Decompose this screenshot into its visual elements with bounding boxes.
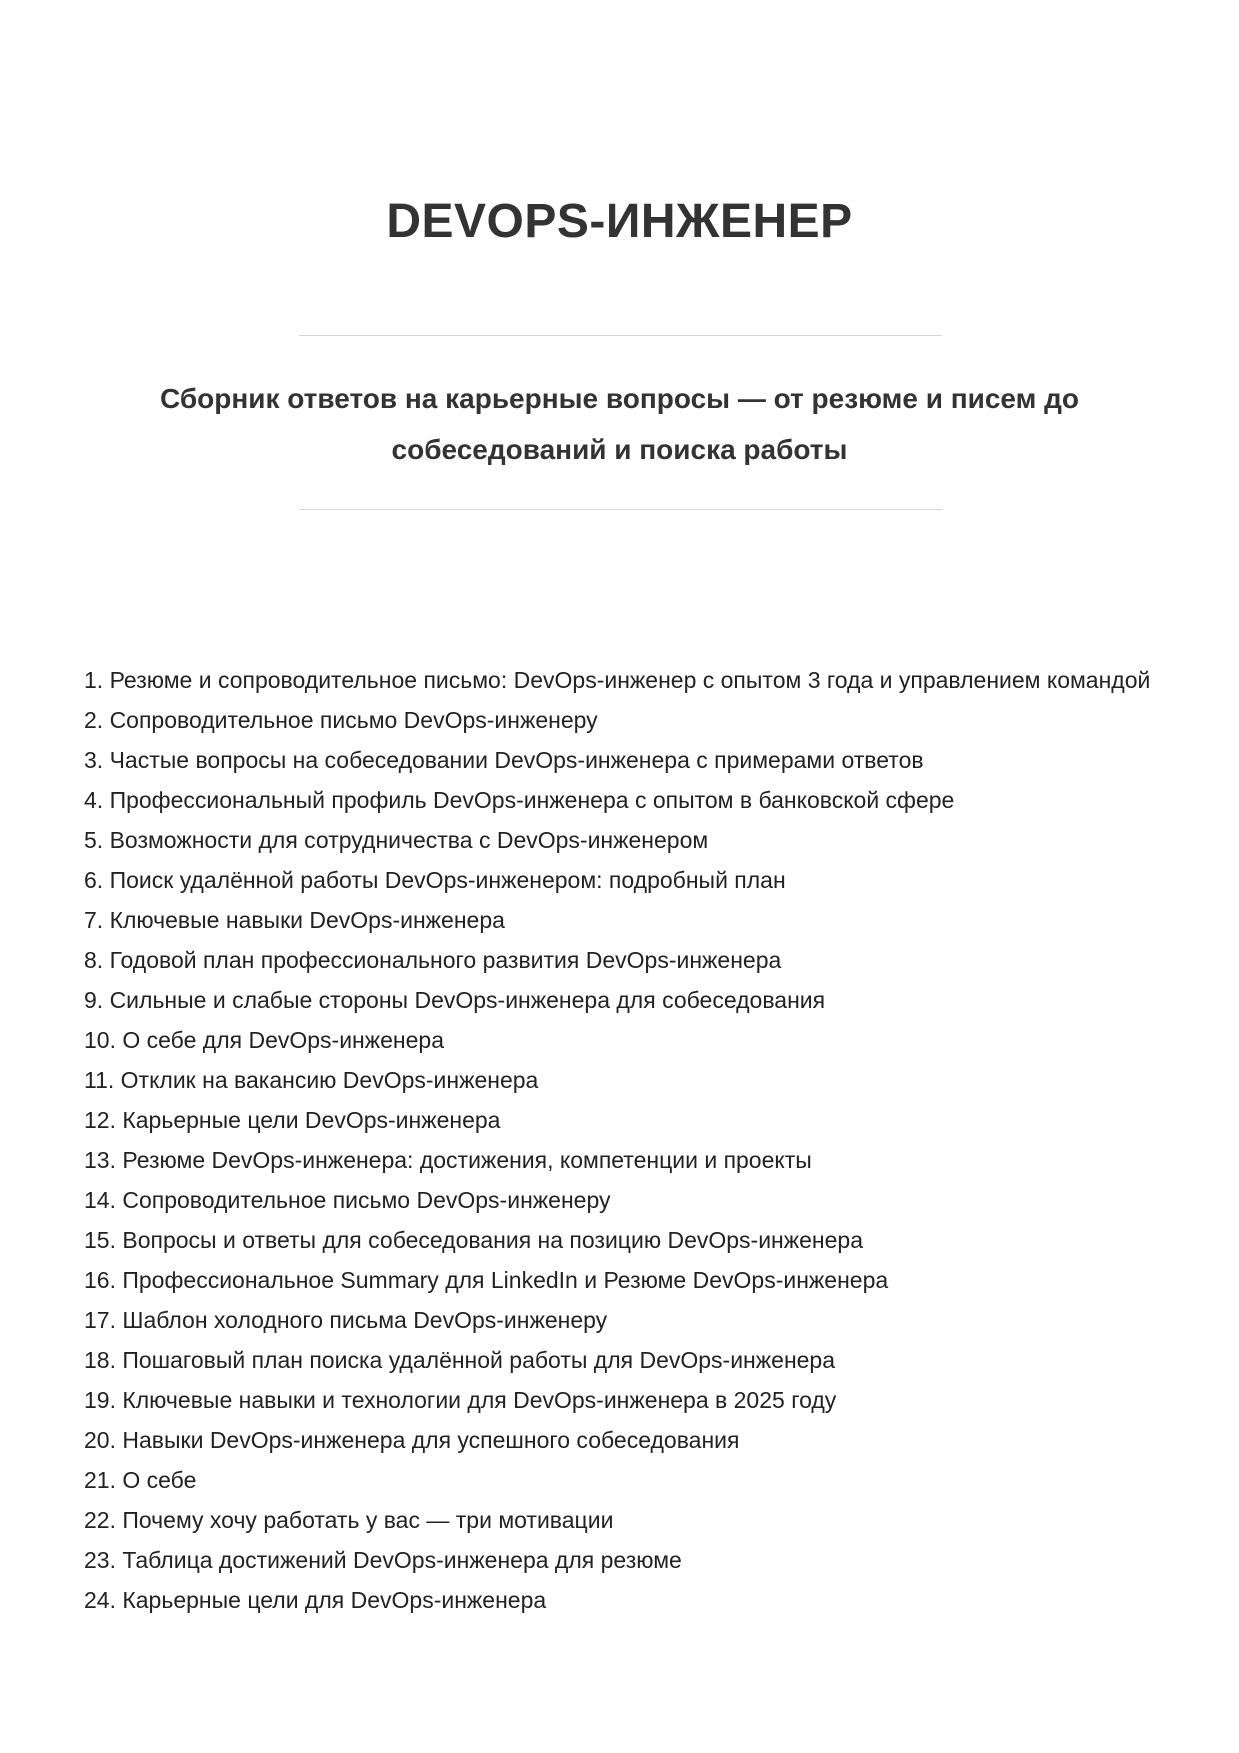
toc-item: 24. Карьерные цели для DevOps-инженера (84, 1587, 547, 1613)
toc-item: 8. Годовой план профессионального развития DevOps-инженера (84, 947, 782, 973)
toc-item: 16. Профессиональное Summary для LinkedIn и Резюме DevOps-инженера (84, 1267, 889, 1293)
divider-top (299, 335, 942, 336)
toc-item: 18. Пошаговый план поиска удалённой работы для DevOps-инженера (84, 1347, 836, 1373)
toc-item: 6. Поиск удалённой работы DevOps-инженером: подробный план (84, 867, 786, 893)
toc-item: 10. О себе для DevOps-инженера (84, 1027, 445, 1053)
document-title: DEVOPS-ИНЖЕНЕР (386, 195, 853, 248)
toc-item: 23. Таблица достижений DevOps-инженера для резюме (84, 1547, 682, 1573)
toc-item: 22. Почему хочу работать у вас — три мотивации (84, 1507, 614, 1533)
toc-item: 1. Резюме и сопроводительное письмо: DevOps-инженер с опытом 3 года и управлением командой (84, 667, 1151, 693)
toc-item: 21. О себе (84, 1467, 197, 1493)
toc-item: 14. Сопроводительное письмо DevOps-инженеру (84, 1187, 611, 1213)
toc-item: 11. Отклик на вакансию DevOps-инженера (84, 1067, 539, 1093)
toc-item: 4. Профессиональный профиль DevOps-инженера с опытом в банковской сфере (84, 787, 955, 813)
toc-item: 12. Карьерные цели DevOps-инженера (84, 1107, 501, 1133)
toc-item: 2. Сопроводительное письмо DevOps-инженеру (84, 707, 598, 733)
toc-item: 3. Частые вопросы на собеседовании DevOps-инженера с примерами ответов (84, 747, 924, 773)
toc-item: 9. Сильные и слабые стороны DevOps-инженера для собеседования (84, 987, 826, 1013)
toc-item: 5. Возможности для сотрудничества с DevOps-инженером (84, 827, 709, 853)
document-subtitle: Сборник ответов на карьерные вопросы — от резюме и писем до собеседований и поиска работы (160, 383, 1079, 465)
toc-item: 17. Шаблон холодного письма DevOps-инженеру (84, 1307, 608, 1333)
toc-item: 19. Ключевые навыки и технологии для DevOps-инженера в 2025 году (84, 1387, 837, 1413)
divider-bottom (299, 509, 942, 510)
toc-item: 7. Ключевые навыки DevOps-инженера (84, 907, 505, 933)
toc-item: 20. Навыки DevOps-инженера для успешного собеседования (84, 1427, 740, 1453)
toc-item: 13. Резюме DevOps-инженера: достижения, компетенции и проекты (84, 1147, 812, 1173)
table-of-contents (84, 660, 1156, 1620)
toc-item: 15. Вопросы и ответы для собеседования на позицию DevOps-инженера (84, 1227, 864, 1253)
